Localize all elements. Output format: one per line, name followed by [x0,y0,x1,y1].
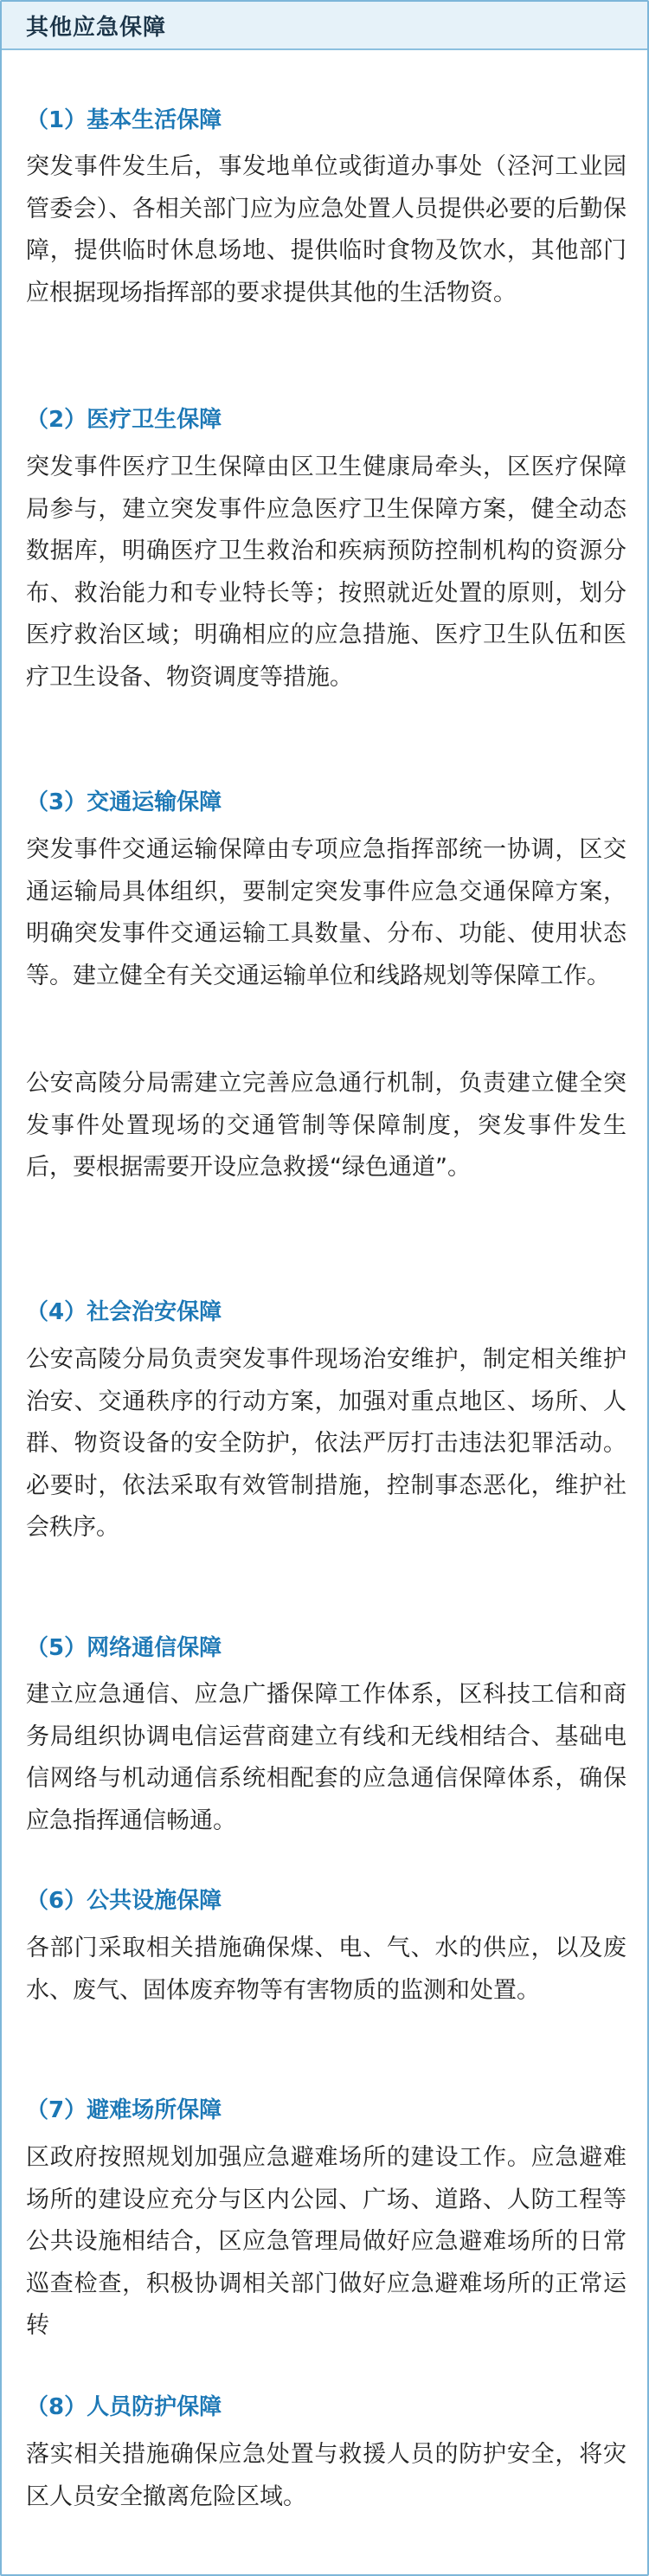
section-heading-basic-living: （1）基本生活保障 [26,107,222,133]
title-bar [2,2,647,50]
section-heading-medical: （2）医疗卫生保障 [26,407,222,433]
section-heading-shelter: （7）避难场所保障 [26,2097,222,2123]
section-paragraph: 突发事件交通运输保障由专项应急指挥部统一协调，区交通运输局具体组织，要制定突发事件应急交通保障方案，明确突发事件交通运输工具数量、分布、功能、使用状态等。建立健全有关交通运输单位和线路规划等保障工作。 [26,836,627,989]
section-heading-transport: （3）交通运输保障 [26,789,222,815]
section-heading-network-comm: （5）网络通信保障 [26,1635,222,1661]
section-paragraph: 突发事件医疗卫生保障由区卫生健康局牵头，区医疗保障局参与，建立突发事件应急医疗卫生保障方案，健全动态数据库，明确医疗卫生救治和疾病预防控制机构的资源分布、救治能力和专业特长等；按照就近处置的原则，划分医疗救治区域；明确相应的应急措施、医疗卫生队伍和医疗卫生设备、物资调度等措施。 [26,454,627,691]
section-heading-public-facilities: （6）公共设施保障 [26,1888,222,1914]
section-paragraph: 公安高陵分局负责突发事件现场治安维护，制定相关维护治安、交通秩序的行动方案，加强对重点地区、场所、人群、物资设备的安全防护，依法严厉打击违法犯罪活动。必要时，依法采取有效管制措施，控制事态恶化，维护社会秩序。 [26,1346,627,1541]
section-paragraph: 区政府按照规划加强应急避难场所的建设工作。应急避难场所的建设应充分与区内公园、广场、道路、人防工程等公共设施相结合，区应急管理局做好应急避难场所的日常巡查检查，积极协调相关部门做好应急避难场所的正常运转 [26,2144,627,2339]
page-title: 其他应急保障 [26,14,167,41]
section-heading-personnel-protection: （8）人员防护保障 [26,2394,222,2420]
section-paragraph: 公安高陵分局需建立完善应急通行机制，负责建立健全突发事件处置现场的交通管制等保障制度，突发事件发生后，要根据需要开设应急救援“绿色通道”。 [26,1070,627,1181]
section-heading-public-security: （4）社会治安保障 [26,1299,222,1325]
section-paragraph: 各部门采取相关措施确保煤、电、气、水的供应，以及废水、废气、固体废弃物等有害物质的监测和处置。 [26,1935,627,2004]
section-paragraph: 落实相关措施确保应急处置与救援人员的防护安全，将灾区人员安全撤离危险区域。 [26,2441,627,2510]
section-paragraph: 突发事件发生后，事发地单位或街道办事处（泾河工业园管委会）、各相关部门应为应急处置人员提供必要的后勤保障，提供临时休息场地、提供临时食物及饮水，其他部门应根据现场指挥部的要求提供其他的生活物资。 [26,153,627,306]
section-paragraph: 建立应急通信、应急广播保障工作体系，区科技工信和商务局组织协调电信运营商建立有线和无线相结合、基础电信网络与机动通信系统相配套的应急通信保障体系，确保应急指挥通信畅通。 [26,1681,627,1834]
